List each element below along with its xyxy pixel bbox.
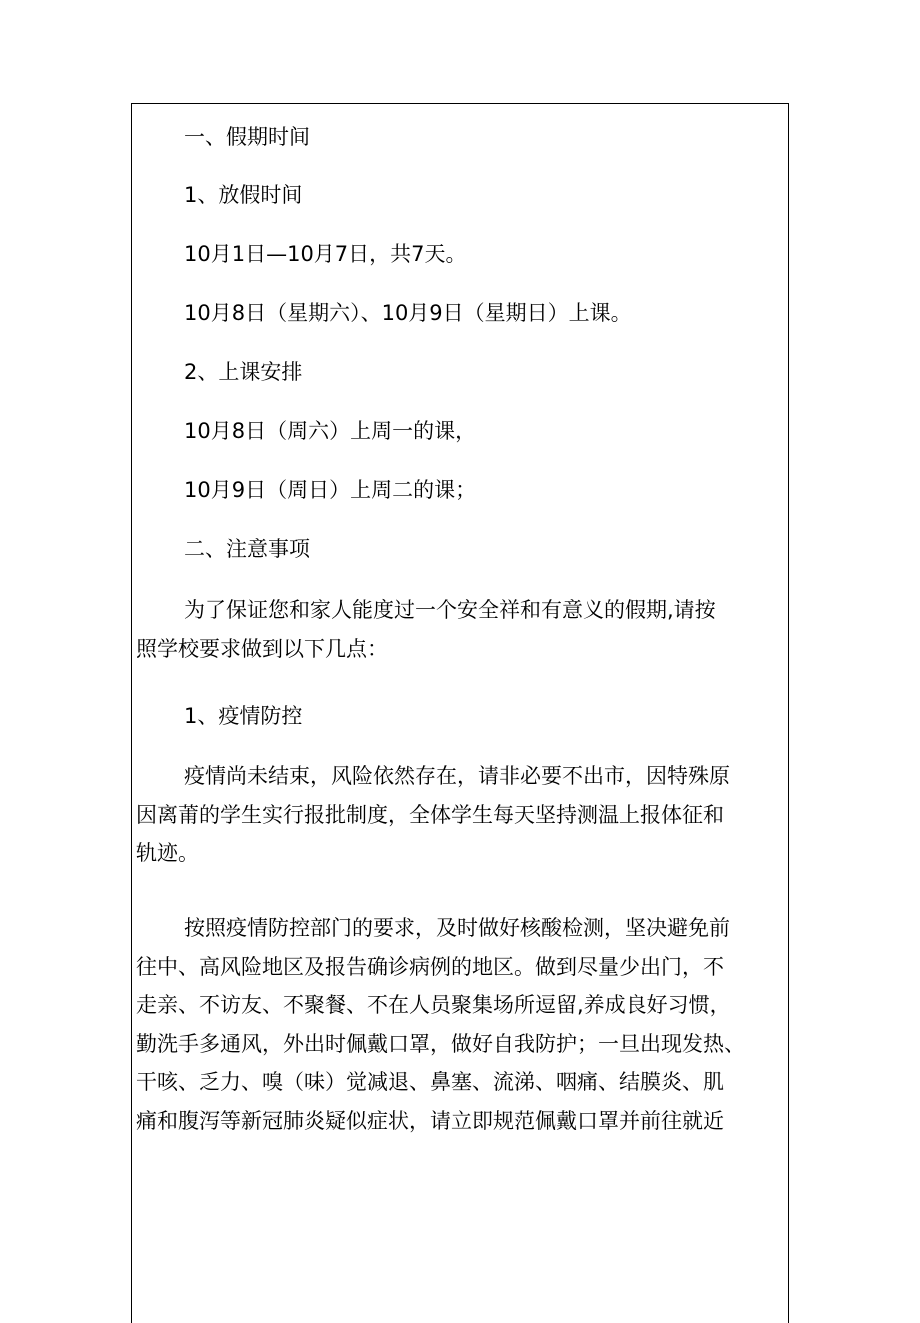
epidemic-p2-line-2: 往中、高风险地区及报告确诊病例的地区。做到尽量少出门，不 [136,954,724,979]
makeup-days-text: 10月8日（星期六）、10月9日（星期日）上课。 [184,301,632,325]
intro-line-1: 为了保证您和家人能度过一个安全祥和有意义的假期,请按 [184,598,716,622]
epidemic-p1-line-3: 轨迹。 [136,841,199,865]
document-frame [131,103,789,1323]
epidemic-p2-line-5: 干咳、乏力、嗅（味）觉减退、鼻塞、流涕、咽痛、结膜炎、肌 [136,1070,724,1094]
holiday-range-text: 10月1日—10月7日，共7天。 [184,242,467,266]
intro-line-2: 照学校要求做到以下几点： [136,636,388,661]
epidemic-paragraph-2 [136,909,786,1140]
epidemic-p2-line-3: 走亲、不访友、不聚餐、不在人员聚集场所逗留,养成良好习惯， [136,993,731,1017]
epidemic-p2-line-4: 勤洗手多通风，外出时佩戴口罩，做好自我防护；一旦出现发热、 [136,1031,745,1056]
epidemic-p1-line-2: 因离莆的学生实行报批制度，全体学生每天坚持测温上报体征和 [136,802,724,827]
heading-holiday-time: 一、假期时间 [184,125,310,149]
subheading-epidemic-control: 1、疫情防控 [184,704,303,728]
epidemic-p2-line-6: 痛和腹泻等新冠肺炎疑似症状，请立即规范佩戴口罩并前往就近 [136,1108,724,1133]
schedule-saturday-text: 10月8日（周六）上周一的课， [184,419,477,443]
heading-notices: 二、注意事项 [184,537,310,561]
subheading-holiday-dates: 1、放假时间 [184,183,303,207]
schedule-sunday-text: 10月9日（周日）上周二的课； [184,478,477,502]
epidemic-p1-line-1: 疫情尚未结束，风险依然存在，请非必要不出市，因特殊原 [184,764,730,788]
subheading-class-schedule: 2、上课安排 [184,360,303,384]
epidemic-p2-line-1: 按照疫情防控部门的要求，及时做好核酸检测，坚决避免前 [184,916,730,940]
intro-paragraph [136,591,786,668]
epidemic-paragraph-1 [136,757,786,873]
